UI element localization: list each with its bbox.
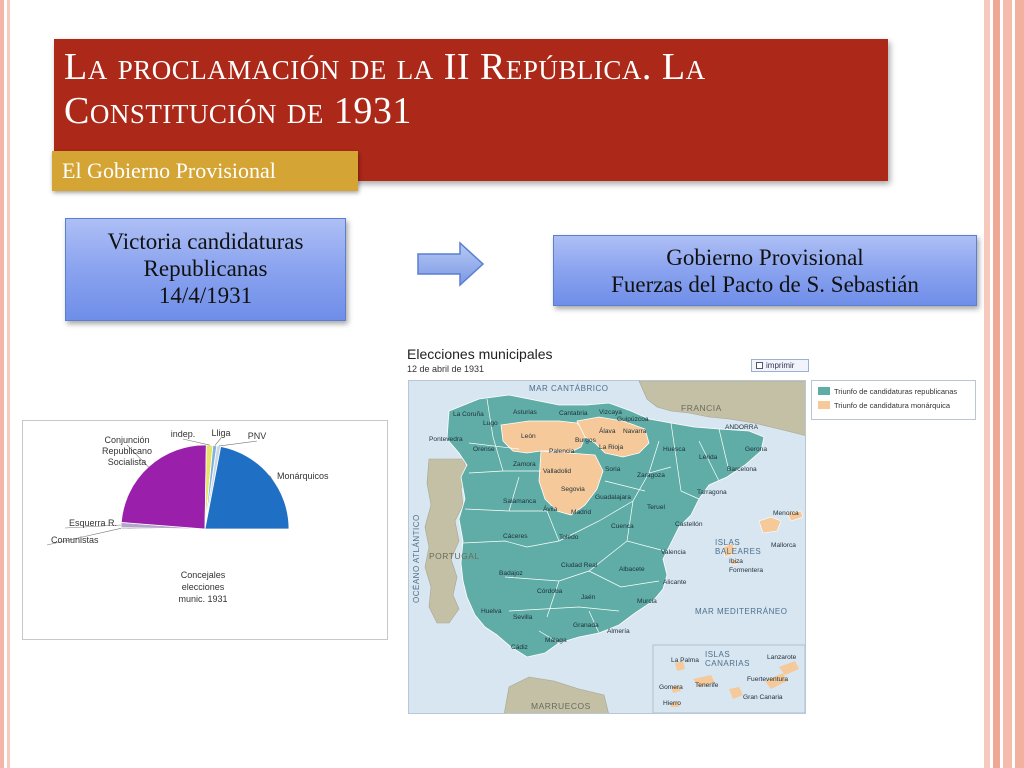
province-label: La Coruña	[453, 411, 484, 418]
pie-slice-label: Conjunción	[104, 435, 150, 445]
pie-chart	[23, 421, 389, 641]
province-label: Cantabria	[559, 410, 588, 417]
province-label: Asturias	[513, 409, 537, 416]
province-label: Guadalajara	[595, 494, 631, 501]
slide-frame-left	[0, 0, 12, 768]
spain-election-map	[408, 380, 806, 714]
pie-slice-label: Socialista	[107, 457, 147, 467]
province-label: Menorca	[773, 510, 799, 517]
province-label: Lugo	[483, 420, 498, 427]
province-label: Vizcaya	[599, 409, 622, 416]
province-label: Ciudad Real	[561, 562, 598, 569]
province-label: Guipúzcoa	[617, 416, 649, 423]
slide-frame-right	[978, 0, 1024, 768]
province-label: Mallorca	[771, 542, 796, 549]
province-label: Huesca	[663, 446, 686, 453]
province-label: Valladolid	[543, 468, 572, 475]
pie-slice-label: Lliga	[211, 428, 231, 438]
province-label: La Palma	[671, 657, 699, 664]
mallorca-land	[759, 517, 781, 533]
pie-slice-label: indep.	[170, 429, 196, 439]
province-label: Alicante	[663, 579, 687, 586]
pie-leader-line	[219, 441, 257, 446]
province-label: Salamanca	[503, 498, 536, 505]
government-line-1: Gobierno Provisional	[666, 245, 864, 270]
map-date: 12 de abril de 1931	[407, 364, 485, 374]
province-label: Navarra	[623, 428, 647, 435]
province-label: Málaga	[545, 637, 567, 644]
portugal-land	[425, 459, 467, 623]
pie-slice-label: Republicano	[101, 446, 153, 456]
province-label: Granada	[573, 622, 599, 629]
province-label: Palencia	[549, 448, 575, 455]
province-label: Lanzarote	[767, 654, 797, 661]
pie-slice-label: Comunistas	[51, 535, 99, 545]
province-label: Tarragona	[697, 489, 727, 496]
victory-line-2: Republicanas	[143, 256, 268, 281]
province-label: Castellón	[675, 521, 703, 528]
label-islas-canarias-1: ISLAS	[705, 650, 731, 659]
map-legend	[811, 380, 976, 420]
province-label: Toledo	[559, 534, 579, 541]
province-label: Cuenca	[611, 523, 634, 530]
province-label: Orense	[473, 446, 495, 453]
pie-leader-line	[215, 438, 221, 446]
pie-slice-label: PNV	[247, 431, 267, 441]
pie-slice-label: Monárquicos	[277, 471, 329, 481]
legend-swatch-republican	[818, 387, 830, 395]
province-label: Fuerteventura	[747, 676, 789, 683]
province-label: Madrid	[571, 509, 592, 516]
pie-chart-panel	[22, 420, 388, 640]
pie-caption-1: Concejales	[180, 570, 226, 580]
label-islas-baleares-2: BALEARES	[715, 547, 762, 556]
label-portugal: PORTUGAL	[429, 551, 480, 561]
provisional-government-box	[553, 235, 977, 306]
province-label: Badajoz	[499, 570, 523, 577]
province-label: Tenerife	[695, 682, 719, 689]
printer-icon	[756, 362, 763, 369]
province-label: Huelva	[481, 608, 502, 615]
print-label: imprimir	[766, 361, 795, 370]
label-islas-canarias-2: CANARIAS	[705, 659, 750, 668]
province-label: Hierro	[663, 700, 681, 707]
slide-subtitle: El Gobierno Provisional	[52, 151, 358, 191]
pie-caption-2: elecciones	[181, 582, 225, 592]
label-oceano-atlantico: OCÉANO ATLÁNTICO	[412, 514, 421, 603]
label-marruecos: MARRUECOS	[531, 701, 591, 711]
province-label: Murcia	[637, 598, 657, 605]
province-label: Sevilla	[513, 614, 533, 621]
province-label: León	[521, 433, 536, 440]
province-label: Zaragoza	[637, 472, 665, 479]
province-label: Zamora	[513, 461, 536, 468]
pie-caption-3: munic. 1931	[178, 594, 228, 604]
right-arrow-icon	[416, 240, 486, 288]
slide-title: La proclamación de la II República. La Constitución de 1931	[64, 46, 706, 132]
province-label: Gran Canaria	[743, 694, 783, 701]
province-label: Formentera	[729, 567, 764, 574]
label-mar-mediterraneo: MAR MEDITERRÁNEO	[695, 607, 788, 616]
map-canvas	[409, 381, 806, 714]
province-label: Cáceres	[503, 533, 528, 540]
province-label: Jaén	[581, 594, 596, 601]
pie-leader-line	[183, 439, 210, 445]
government-line-2: Fuerzas del Pacto de S. Sebastián	[611, 272, 919, 297]
province-label: Gerona	[745, 446, 767, 453]
label-andorra: ANDORRA	[725, 424, 758, 431]
map-title: Elecciones municipales	[407, 346, 553, 362]
province-label: Álava	[599, 428, 616, 435]
province-label: Córdoba	[537, 588, 563, 595]
label-islas-baleares-1: ISLAS	[715, 538, 741, 547]
legend-item-republican: Triunfo de candidaturas republicanas	[818, 387, 957, 397]
province-label: La Rioja	[599, 444, 624, 451]
province-label: Segovia	[561, 486, 585, 493]
label-francia: FRANCIA	[681, 403, 722, 413]
province-label: Pontevedra	[429, 436, 463, 443]
election-victory-box	[65, 218, 346, 321]
pie-slice-label: Esquerra R.	[69, 518, 118, 528]
victory-line-1: Victoria candidaturas	[107, 229, 304, 254]
province-label: Burgos	[575, 437, 596, 444]
province-label: Ibiza	[729, 558, 743, 565]
province-label: Barcelona	[727, 466, 757, 473]
legend-item-monarchic: Triunfo de candidatura monárquica	[818, 401, 950, 411]
province-label: Ávila	[543, 506, 558, 513]
province-label: Albacete	[619, 566, 645, 573]
province-label: Gomera	[659, 684, 683, 691]
province-label: Teruel	[647, 504, 665, 511]
legend-swatch-monarchic	[818, 401, 830, 409]
victory-date: 14/4/1931	[158, 283, 253, 308]
label-mar-cantabrico: MAR CANTÁBRICO	[529, 384, 609, 393]
province-label: Valencia	[661, 549, 686, 556]
province-label: Cádiz	[511, 644, 528, 651]
print-button[interactable]	[751, 359, 809, 372]
province-label: Almería	[607, 628, 630, 635]
province-label: Lérida	[699, 454, 718, 461]
province-label: Soria	[605, 466, 621, 473]
